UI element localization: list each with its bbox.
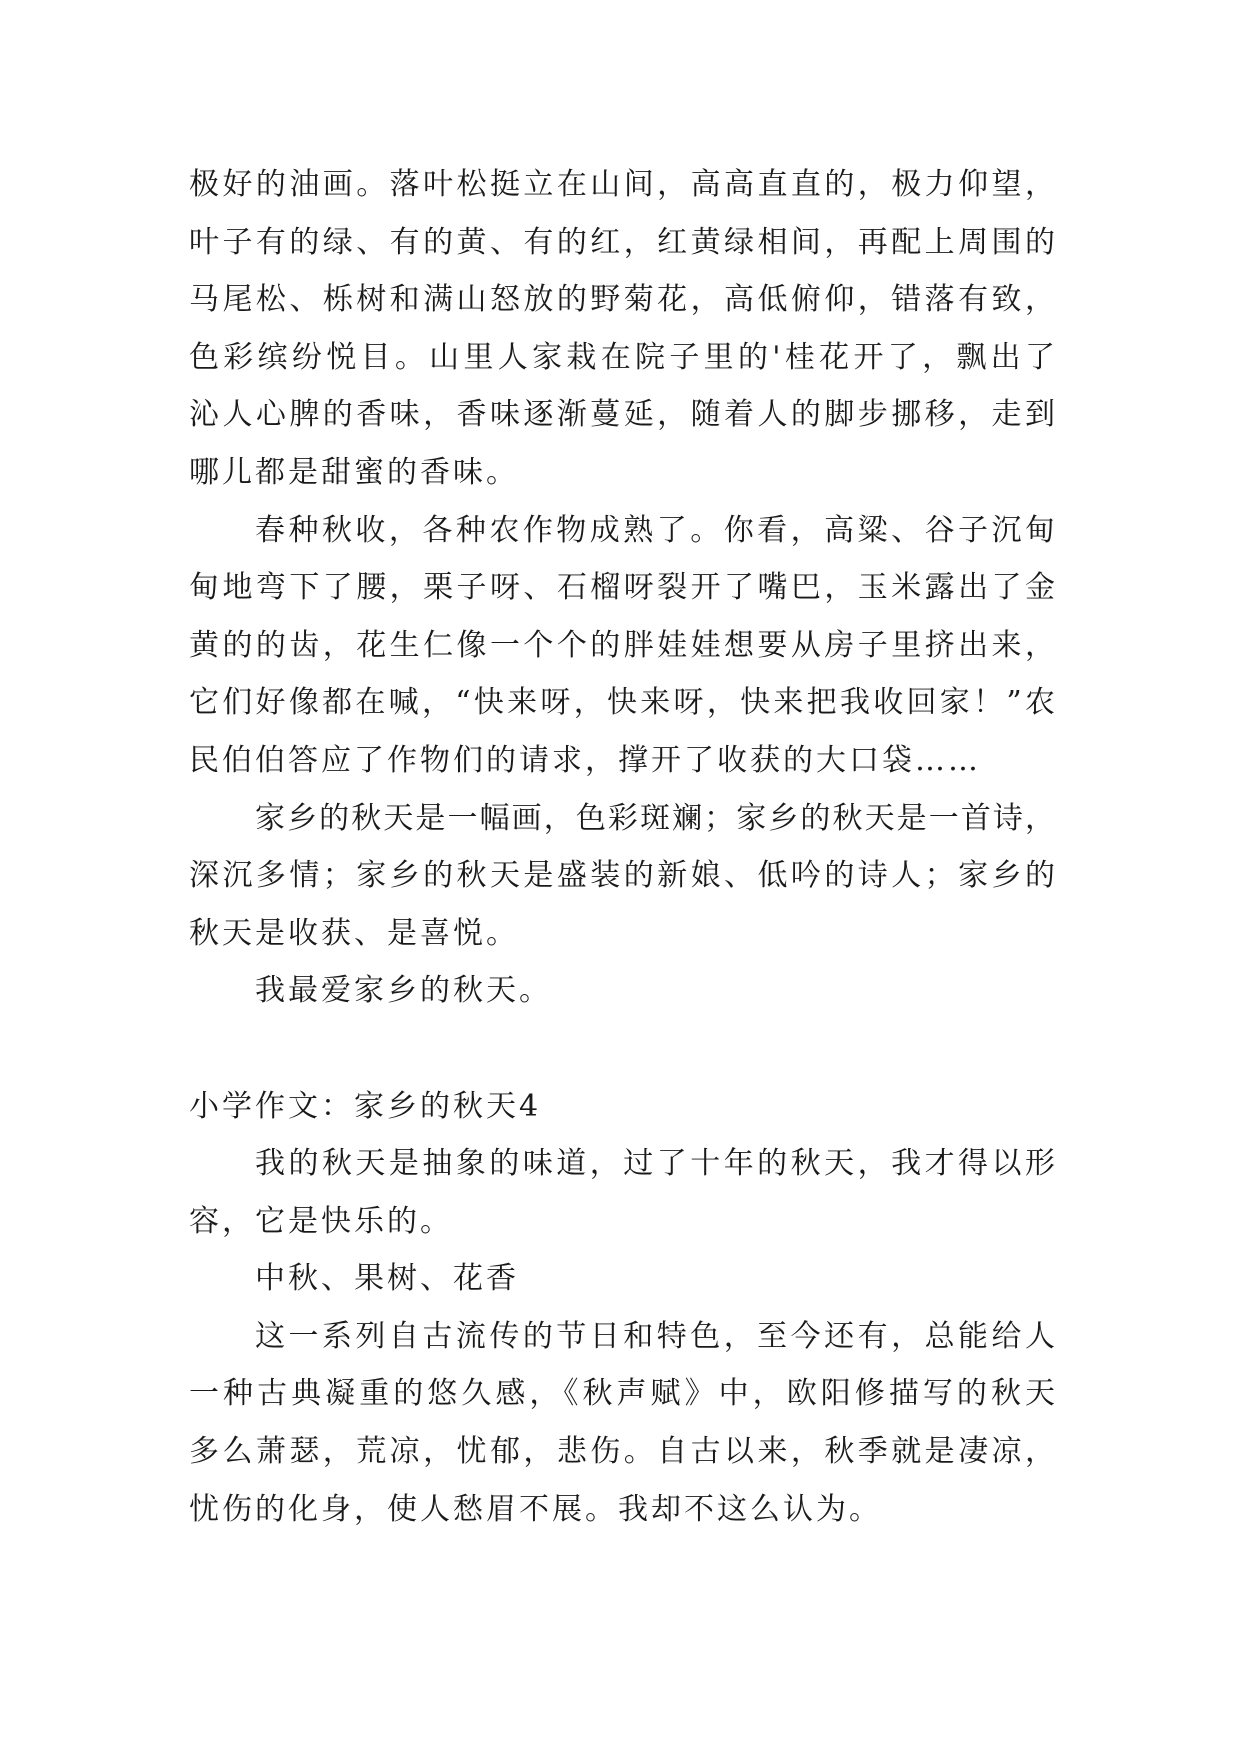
text-line: 家乡的秋天是一幅画，色彩斑斓；家乡的秋天是一首诗， bbox=[255, 800, 1055, 836]
text-line: 忧伤的化身，使人愁眉不展。我却不这么认为。 bbox=[189, 1491, 882, 1527]
paragraph bbox=[189, 1250, 1055, 1308]
text-line: 黄的的齿，花生仁像一个个的胖娃娃想要从房子里挤出来， bbox=[189, 627, 1055, 663]
text-line: 春种秋收，各种农作物成熟了。你看，高粱、谷子沉甸 bbox=[255, 512, 1055, 548]
text-line: 甸地弯下了腰，栗子呀、石榴呀裂开了嘴巴，玉米露出了金 bbox=[189, 570, 1055, 606]
text-line: 马尾松、栎树和满山怒放的野菊花，高低俯仰，错落有致， bbox=[189, 282, 1055, 318]
paragraph bbox=[189, 1308, 1055, 1538]
text-line: 多么萧瑟，荒凉，忧郁，悲伤。自古以来，秋季就是凄凉， bbox=[189, 1434, 1055, 1470]
text-line: 中秋、果树、花香 bbox=[255, 1261, 519, 1297]
paragraph bbox=[189, 1135, 1055, 1250]
text-line: 民伯伯答应了作物们的请求，撑开了收获的大口袋…… bbox=[189, 742, 981, 778]
text-line: 我的秋天是抽象的味道，过了十年的秋天，我才得以形 bbox=[255, 1146, 1055, 1182]
blank-line bbox=[189, 1020, 1055, 1078]
essay-title: 小学作文：家乡的秋天4 bbox=[189, 1088, 542, 1124]
text-line: 它们好像都在喊，“快来呀，快来呀，快来把我收回家！”农 bbox=[189, 685, 1055, 721]
text-line: 色彩缤纷悦目。山里人家栽在院子里的'桂花开了，飘出了 bbox=[189, 339, 1055, 375]
text-line: 哪儿都是甜蜜的香味。 bbox=[189, 454, 519, 490]
text-line: 秋天是收获、是喜悦。 bbox=[189, 915, 519, 951]
document-body bbox=[189, 156, 1055, 1538]
text-line: 深沉多情；家乡的秋天是盛装的新娘、低吟的诗人；家乡的 bbox=[189, 858, 1055, 894]
paragraph bbox=[189, 790, 1055, 963]
paragraph bbox=[189, 502, 1055, 790]
text-line: 沁人心脾的香味，香味逐渐蔓延，随着人的脚步挪移，走到 bbox=[189, 397, 1055, 433]
text-line: 容，它是快乐的。 bbox=[189, 1203, 453, 1239]
text-line: 一种古典凝重的悠久感，《秋声赋》中，欧阳修描写的秋天 bbox=[189, 1376, 1055, 1412]
text-line: 我最爱家乡的秋天。 bbox=[255, 973, 552, 1009]
text-line: 叶子有的绿、有的黄、有的红，红黄绿相间，再配上周围的 bbox=[189, 224, 1055, 260]
paragraph bbox=[189, 962, 1055, 1020]
text-line: 极好的油画。落叶松挺立在山间，高高直直的，极力仰望， bbox=[189, 167, 1055, 202]
paragraph bbox=[189, 156, 1055, 502]
text-line: 这一系列自古流传的节日和特色，至今还有，总能给人 bbox=[255, 1318, 1055, 1354]
